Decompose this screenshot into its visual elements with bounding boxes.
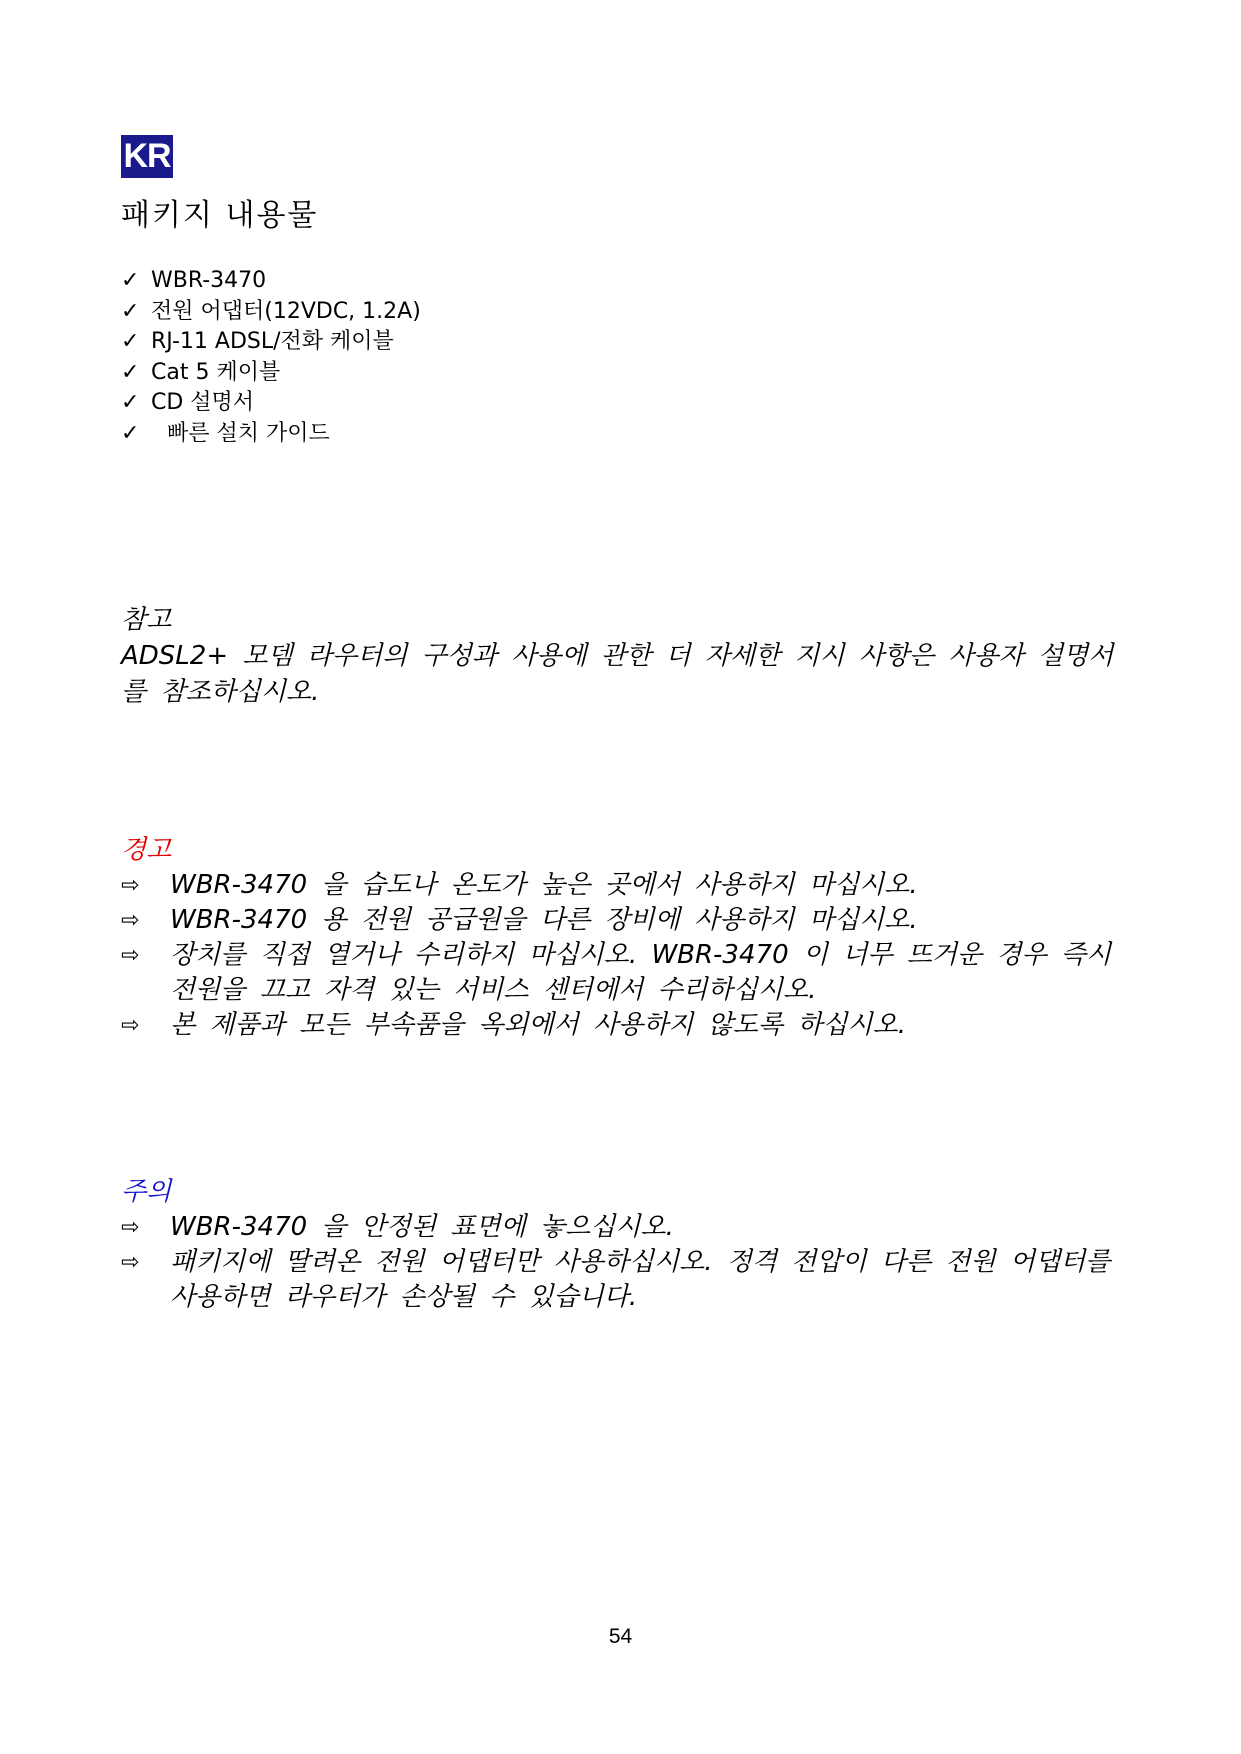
list-item: ✓ WBR-3470 — [121, 266, 421, 297]
page-number: 54 — [608, 1625, 633, 1648]
caution-section — [121, 1174, 1121, 1315]
package-contents-title: 패키지 내용물 — [121, 198, 319, 233]
right-arrow-icon: ⇨ — [121, 943, 140, 968]
note-body: ADSL2+ 모뎀 라우터의 구성과 사용에 관한 더 자세한 지시 사항은 사용자 설명서를 참조하십시오. — [121, 641, 1114, 707]
checkmark-icon: ✓ — [121, 268, 140, 293]
package-contents-list — [121, 266, 421, 449]
list-item: ⇨ WBR-3470 을 안정된 표면에 놓으십시오. — [121, 1210, 1121, 1245]
list-item: ⇨ 장치를 직접 열거나 수리하지 마십시오. WBR-3470 이 너무 뜨거운 경우 즉시 전원을 끄고 자격 있는 서비스 센터에서 수리하십시오. — [121, 940, 1112, 1005]
note-section — [121, 602, 1121, 710]
list-item: ⇨ 패키지에 딸려온 전원 어댑터만 사용하십시오. 정격 전압이 다른 전원 어댑터를 사용하면 라우터가 손상될 수 있습니다. — [121, 1247, 1111, 1312]
list-item: ✓ 빠른 설치 가이드 — [121, 419, 421, 450]
list-item: ⇨ WBR-3470 용 전원 공급원을 다른 장비에 사용하지 마십시오. — [121, 903, 1121, 938]
list-item: ✓ 전원 어댑터(12VDC, 1.2A) — [121, 297, 421, 328]
right-arrow-icon: ⇨ — [121, 1250, 140, 1275]
list-item: ✓ CD 설명서 — [121, 388, 421, 419]
warning-heading: 경고 — [121, 835, 172, 865]
list-item: ✓ Cat 5 케이블 — [121, 358, 421, 389]
note-heading: 참고 — [121, 605, 172, 635]
list-item: ⇨ 본 제품과 모든 부속품을 옥외에서 사용하지 않도록 하십시오. — [121, 1008, 1121, 1043]
caution-heading: 주의 — [121, 1177, 172, 1207]
right-arrow-icon: ⇨ — [121, 908, 140, 933]
right-arrow-icon: ⇨ — [121, 1013, 140, 1038]
checkmark-icon: ✓ — [121, 420, 140, 446]
list-item: ⇨ WBR-3470 을 습도나 온도가 높은 곳에서 사용하지 마십시오. — [121, 868, 1121, 903]
checkmark-icon: ✓ — [121, 359, 140, 385]
right-arrow-icon: ⇨ — [121, 873, 140, 898]
right-arrow-icon: ⇨ — [121, 1215, 140, 1240]
caution-list — [121, 1210, 1121, 1315]
checkmark-icon: ✓ — [121, 390, 140, 415]
warning-section — [121, 832, 1121, 1043]
warning-list — [121, 868, 1121, 1043]
checkmark-icon: ✓ — [121, 329, 140, 354]
checkmark-icon: ✓ — [121, 298, 140, 324]
language-badge: KR — [121, 135, 173, 178]
list-item: ✓ RJ-11 ADSL/전화 케이블 — [121, 327, 421, 358]
